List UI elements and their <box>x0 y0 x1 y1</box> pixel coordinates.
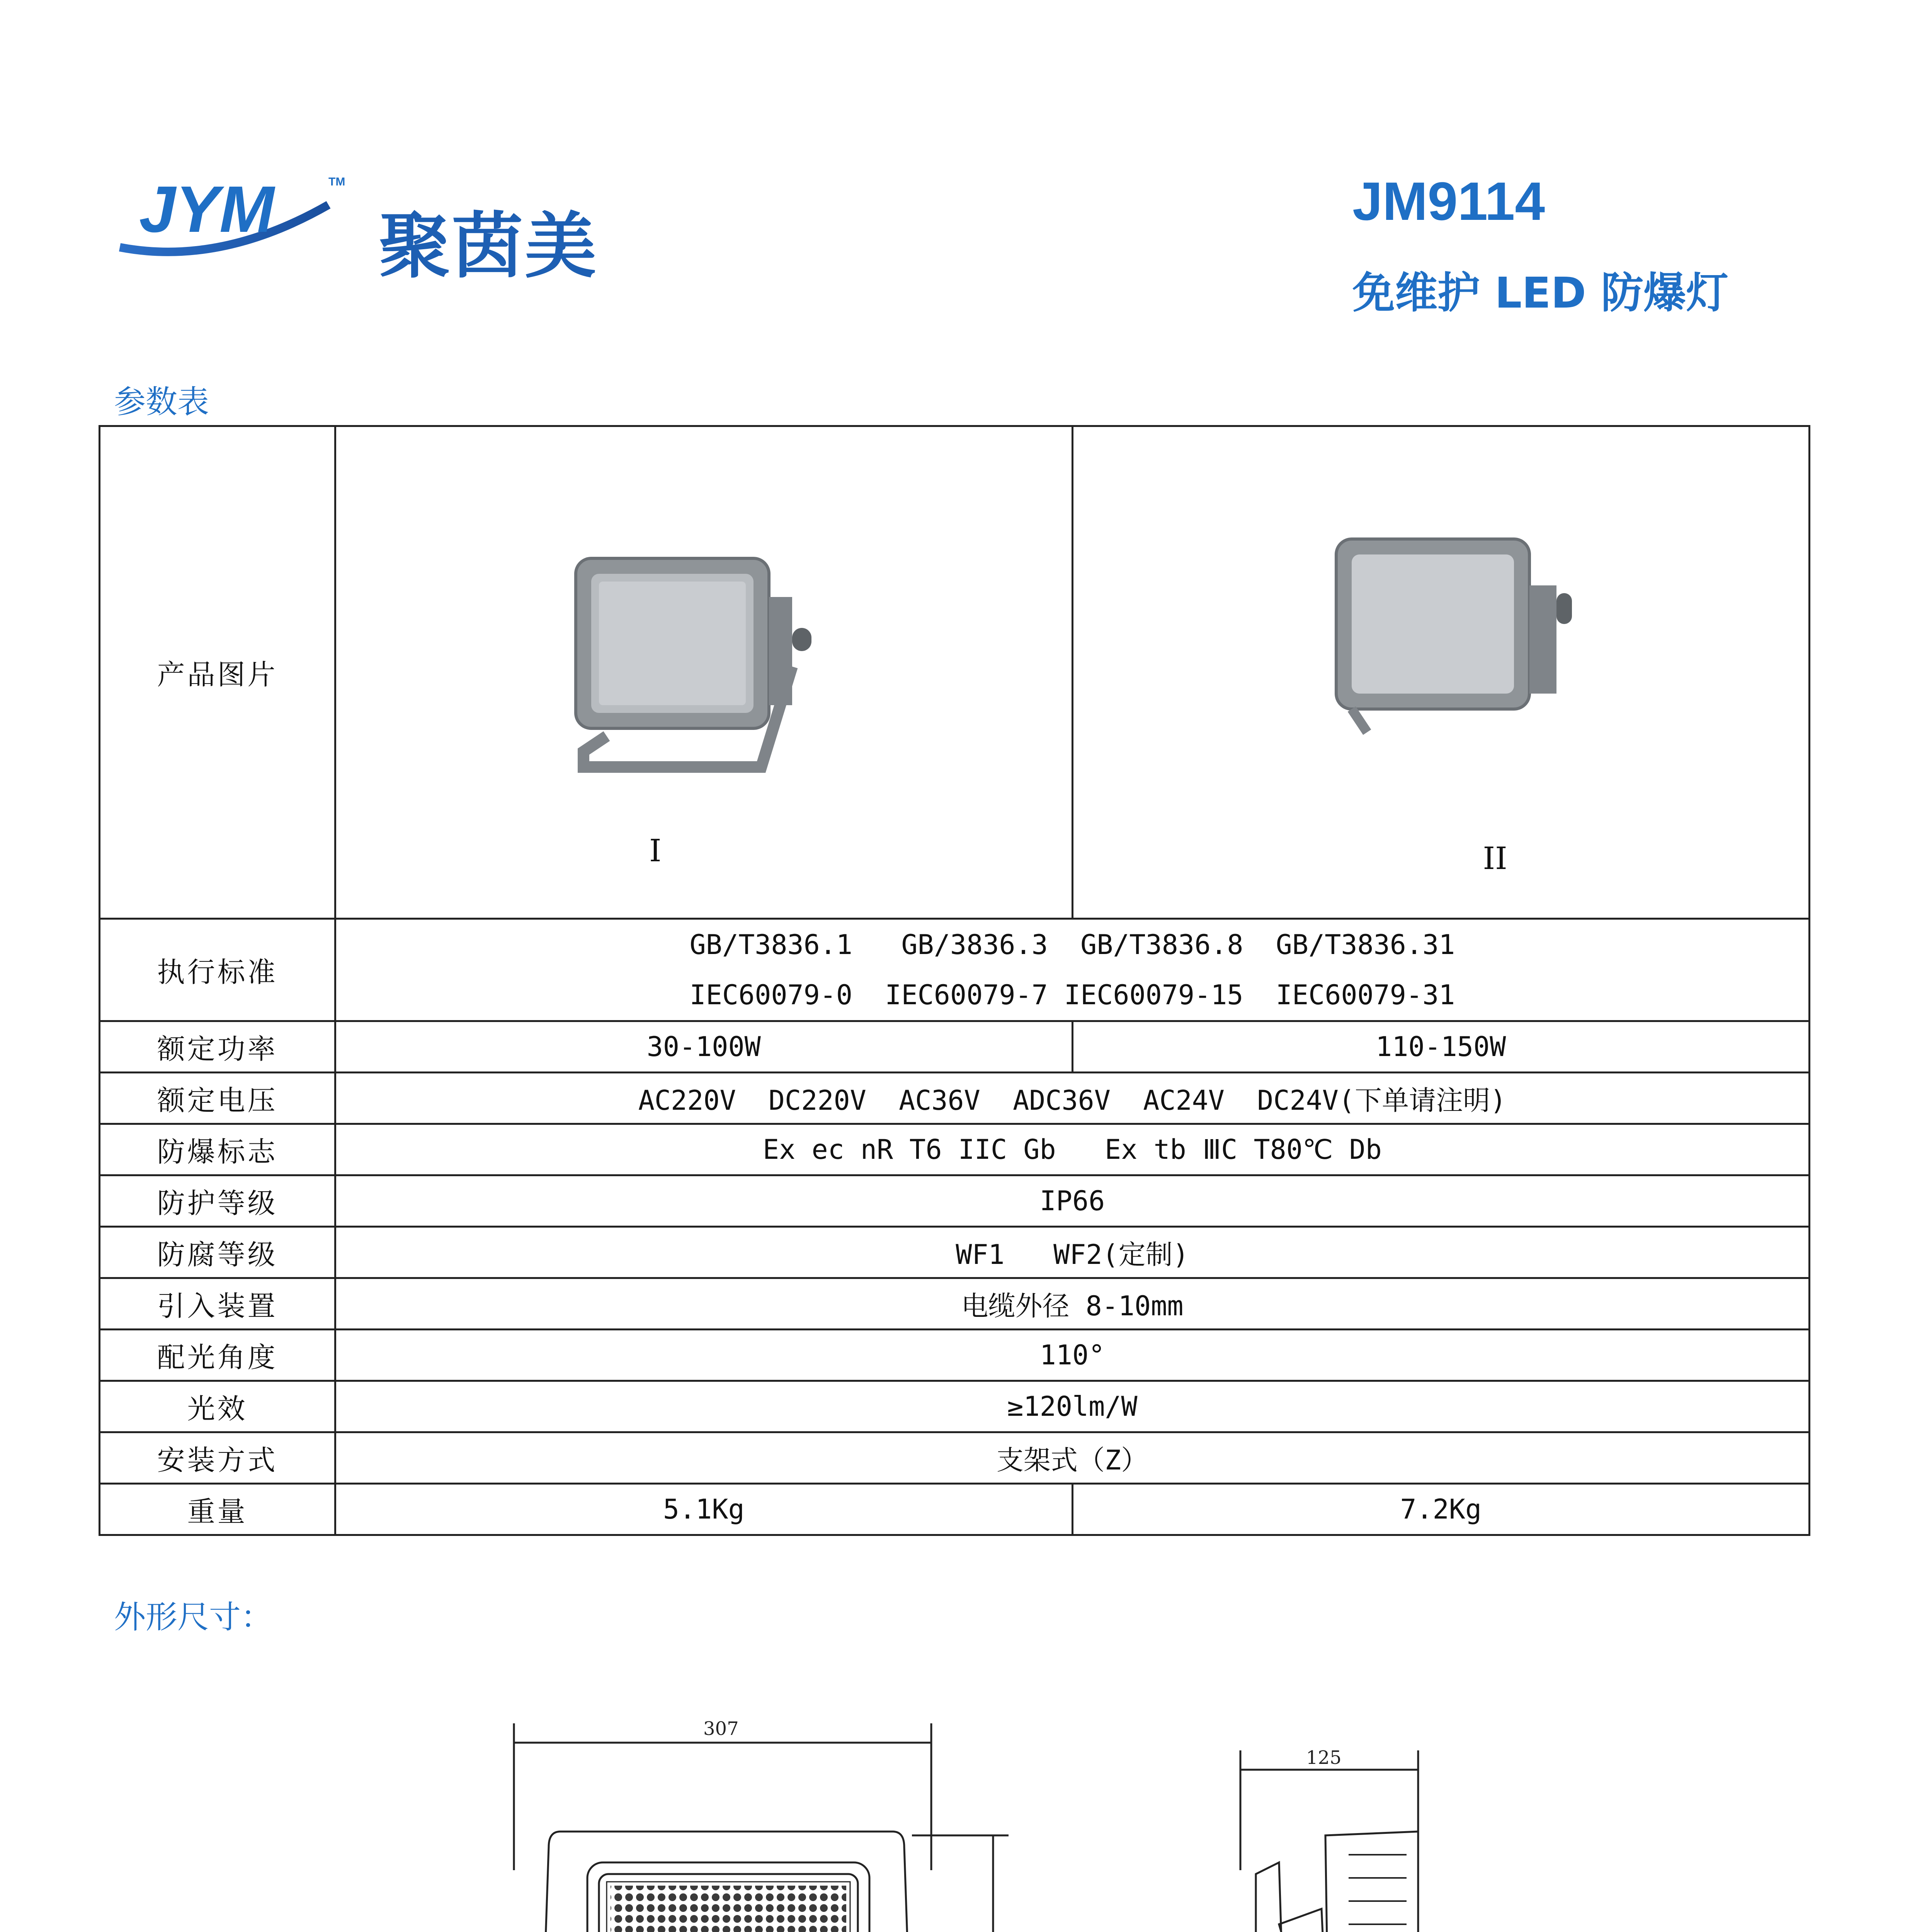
label-standards: 执行标准 <box>100 919 335 1021</box>
label-mounting: 安装方式 <box>100 1432 335 1484</box>
label-power: 额定功率 <box>100 1021 335 1073</box>
ex-mark-value: Ex ec nR T6 IIC Gb Ex tb ⅢC T80℃ Db <box>335 1124 1810 1175</box>
params-section-title: 参数表 <box>114 384 209 420</box>
label-weight: 重量 <box>100 1484 335 1535</box>
weight-value-1: 5.1Kg <box>335 1484 1073 1535</box>
product-photo-2 <box>1321 531 1591 771</box>
company-logo <box>112 170 352 270</box>
label-entry: 引入装置 <box>100 1278 335 1330</box>
label-voltage: 额定电压 <box>100 1073 335 1124</box>
voltage-value: AC220V DC220V AC36V ADC36V AC24V DC24V(下单请注明) <box>335 1073 1810 1124</box>
product-subtitle: 免维护 LED 防爆灯 <box>1352 268 1729 318</box>
variant-2-label: II <box>1483 840 1507 876</box>
label-efficacy: 光效 <box>100 1381 335 1432</box>
spec-table <box>99 425 1810 1536</box>
logo-tm: TM <box>328 175 345 188</box>
product-image-cell-2 <box>1072 426 1810 919</box>
standards-line-2: IEC60079-0 IEC60079-7 IEC60079-15 IEC60079-31 <box>689 979 1455 1011</box>
ip-value: IP66 <box>335 1175 1810 1227</box>
product-photo-1 <box>560 551 831 790</box>
model-number: JM9114 <box>1352 171 1545 231</box>
entry-value: 电缆外径 8-10mm <box>335 1278 1810 1330</box>
label-ex-mark: 防爆标志 <box>100 1124 335 1175</box>
dimension-drawing <box>483 1708 1488 1932</box>
variant-1-label: I <box>649 833 662 869</box>
dim-depth-label: 125 <box>1306 1747 1342 1769</box>
label-product-image: 产品图片 <box>100 426 335 919</box>
led-dot-grid <box>611 1886 846 1932</box>
brand-name: 聚茵美 <box>379 204 598 288</box>
label-beam: 配光角度 <box>100 1330 335 1381</box>
power-value-1: 30-100W <box>335 1021 1073 1073</box>
efficacy-value: ≥120lm/W <box>335 1381 1810 1432</box>
corrosion-value: WF1 WF2(定制) <box>335 1227 1810 1278</box>
mounting-value: 支架式（Z） <box>335 1432 1810 1484</box>
label-corrosion: 防腐等级 <box>100 1227 335 1278</box>
dimensions-section-title: 外形尺寸： <box>114 1599 273 1636</box>
side-view <box>1240 1750 1418 1932</box>
standards-value <box>335 919 1810 1021</box>
logo-mark: JYM <box>139 173 274 246</box>
product-image-cell-1 <box>335 426 1073 919</box>
beam-value: 110° <box>335 1330 1810 1381</box>
dim-width-label: 307 <box>703 1718 739 1740</box>
power-value-2: 110-150W <box>1072 1021 1810 1073</box>
label-ip: 防护等级 <box>100 1175 335 1227</box>
standards-line-1: GB/T3836.1 GB/3836.3 GB/T3836.8 GB/T3836.31 <box>689 929 1455 961</box>
weight-value-2: 7.2Kg <box>1072 1484 1810 1535</box>
